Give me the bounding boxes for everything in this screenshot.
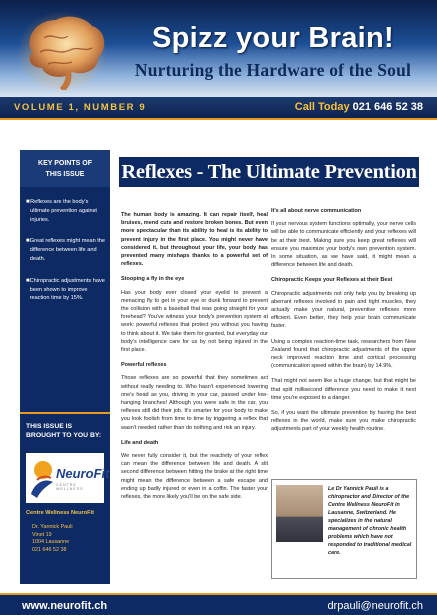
masthead	[0, 0, 437, 97]
section-heading: Stooping a fly in the eye	[121, 276, 185, 283]
phone-number: 021 646 52 38	[352, 101, 423, 113]
footer	[0, 593, 437, 615]
volume-number: VOLUME 1, NUMBER 9	[14, 102, 147, 113]
phone-callout	[295, 101, 423, 113]
phone-label: Call Today	[294, 101, 350, 113]
sponsor-heading	[26, 422, 108, 440]
section-text: We never fully consider it, but the reactivity of your reflex can mean the difference between life and death. A slit second difference between hitting the brake at the right time might mean the difference between a safe escape and ending up badly injured or even in a coffin. The faster your reflexes, the more likely you'll be on the safe side.	[121, 453, 268, 501]
author-bio-box	[271, 479, 417, 579]
section-heading: It's all about nerve communication	[271, 208, 362, 214]
key-point-text: Reflexes are the body's ultimate prevention against injuries.	[30, 199, 97, 223]
section-heading: Life and death	[121, 439, 159, 446]
neurofit-logo	[26, 453, 110, 503]
key-point-text: Chiropractic adjustments have been shown to improve reaction time by 15%.	[29, 277, 105, 302]
email-link[interactable]: drpauli@neurofit.ch	[327, 600, 423, 612]
address-line: 1004 Lausanne	[32, 539, 70, 546]
section-text: Chiropractic adjustments not only help you by breaking up aberrant reflexes involved in pain and tight muscles, they actually make your natural, preventive reflexes more efficient. Even better, they help your brain communicate faster.	[271, 290, 416, 330]
section-text: Those reflexes are so powerful that they sometimes act without really needing to. Who hasn't experienced lowering one's head as you, driving in your car, passed under low-hanging branches! Although you were safe in the car, you reflexes still did their job. It's smarter for your body to make you look foolish from time to time by triggering a reflex that wasn't needed rather than do nothing and risk an injury.	[121, 375, 268, 431]
bullet-icon: ■	[26, 238, 30, 245]
section-heading: Powerful reflexes	[121, 362, 167, 369]
address-line: Vinet 19	[32, 531, 52, 538]
section-text: If your nervous system functions optimally, your nerve cells will be able to communicate efficiently and your reflexes will be at their best. Making sure you keep great reflexes will ensure you maximize your body's own prevention system. In some situation, as we have said, it might mean a difference between life and death.	[271, 221, 416, 269]
article-title: Reflexes - The Ultimate Prevention	[119, 157, 419, 187]
bullet-icon: ■	[26, 199, 30, 205]
bullet-icon: ■	[26, 277, 30, 284]
sponsor-heading-line1: THIS ISSUE IS	[26, 423, 73, 430]
section-text: So, if you want the ultimate prevention by having the best reflexes in the world, make sure you make chiropractic adjustments part of your weekly health routine.	[271, 410, 416, 433]
sponsor-heading-line2: BROUGHT TO YOU BY:	[26, 432, 102, 439]
neurofit-logo-icon	[27, 456, 57, 500]
key-point	[26, 237, 106, 263]
section-text: That might not seem like a huge change, but that might be that split millisecond difference you need to make it next time you're exposed to a danger.	[271, 378, 416, 401]
neurofit-logo-subtext: CENTRE WELLNESS	[56, 483, 84, 491]
article-column-right	[271, 207, 416, 441]
article-column-left	[121, 211, 268, 508]
centre-name: Centre Wellness NeuroFit	[26, 510, 94, 516]
key-point-text: Great reflexes might mean the difference between life and death.	[29, 238, 106, 262]
newsletter-subtitle: Nurturing the Hardware of the Soul	[134, 60, 412, 80]
key-points-heading-line1: KEY POINTS OF	[38, 160, 92, 167]
sidebar	[20, 150, 110, 584]
author-photo	[276, 485, 323, 542]
address-line: 021 646 52 38	[32, 546, 67, 553]
sidebar-divider	[20, 412, 110, 414]
website-link[interactable]: www.neurofit.ch	[22, 600, 108, 612]
neurofit-logo-text: NeuroFit	[56, 466, 110, 481]
article-intro: The human body is amazing. It can repair itself, heal bruises, mend cuts and restore broken bones. But even more spectacular than its ability to heal is its ability to prevent injury in the first place. You might never have considered it, but throughout your life, your body has prevented many mishaps thanks to a powerful set of reflexes.	[121, 212, 268, 268]
centre-address	[32, 524, 73, 554]
key-points-heading	[20, 150, 110, 187]
section-heading: Chiropractic Keeps your Reflexes at their Best	[271, 277, 393, 284]
issue-bar	[0, 97, 437, 120]
key-point	[26, 198, 106, 224]
key-points-heading-line2: THIS ISSUE	[45, 171, 85, 178]
author-bio-text: Le Dr Yannick Pauli is a chiropractor and Director of the Centre Wellness NeuroFit in Lausanne, Switzerland. He specializes in the natural management of chronic health problems which have not responded to traditional medical care.	[328, 486, 412, 556]
section-text: Using a complex reaction-time task, researchers from New Zealand found that chiropractic adjustments of the upper neck improved reaction time and cortical processing (communication speed within the brain) by 14.9%.	[271, 338, 416, 370]
key-points-list	[26, 198, 106, 316]
brain-icon	[14, 8, 114, 90]
address-line: Dr. Yannick Pauli	[32, 524, 73, 530]
newsletter-title: Spizz your Brain!	[152, 22, 394, 54]
section-text: Has your body ever closed your eyelid to prevent a menacing fly to get in your eye or dunk forward to prevent the collision with a baseball that was going straight for your forehead? You've witness your body's prevention system at work: powerful reflexes that protect you without you having to think about it. We take them for granted, but everyday our body's intelligence care for us by not being injured in the first place.	[121, 289, 268, 354]
key-point	[26, 277, 106, 303]
